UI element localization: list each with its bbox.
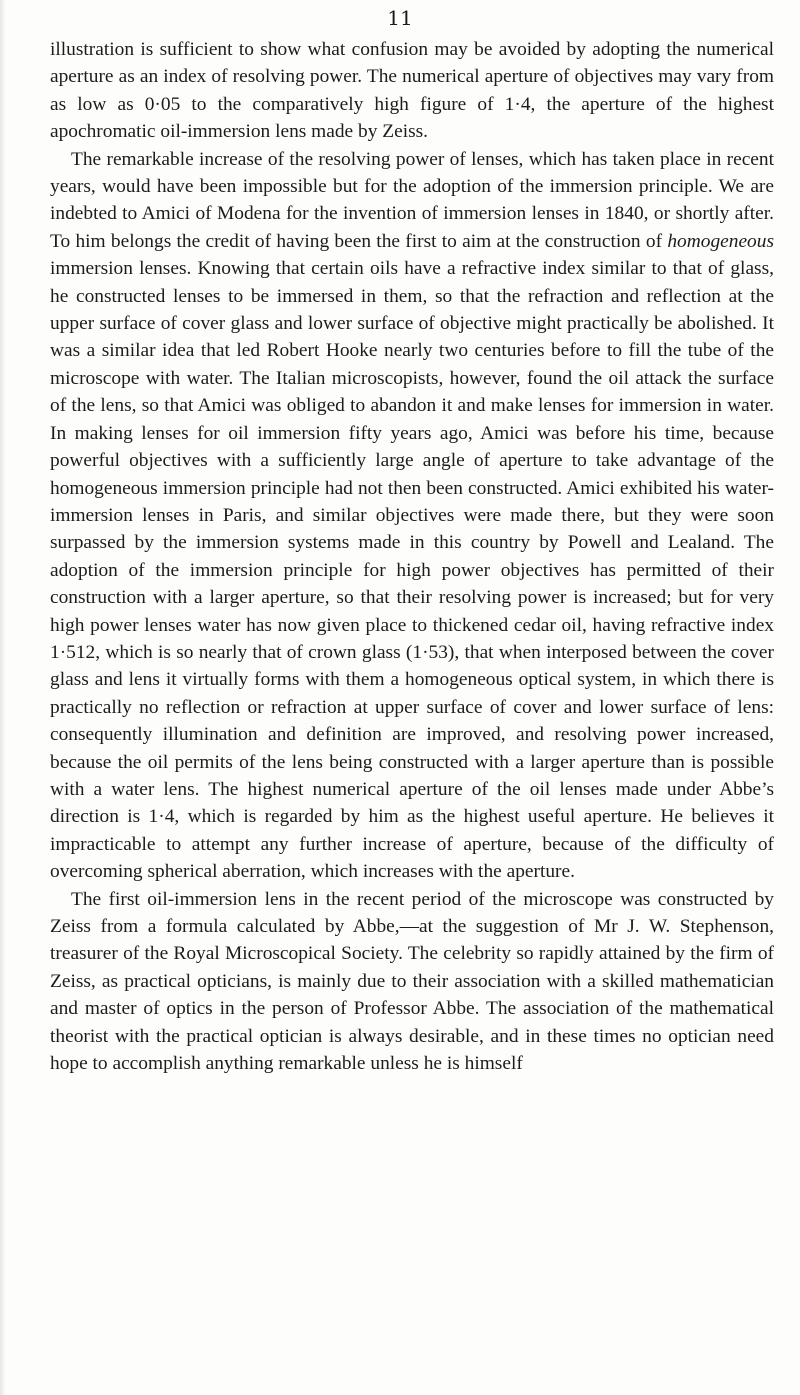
paragraph-3: The first oil-immersion lens in the recent period of the microscope was constructed by Zeiss from a formula calculated by Abbe,—at the suggestion of Mr J. W. Stephenson, treasurer of the Royal Microscopical Society. The celebrity so rapidly attained by the firm of Zeiss, as practical opticians, is mainly due to their association with a skilled mathematician and master of optics in the person of Professor Abbe. The association of the mathematical theorist with the practical optician is always desirable, and in these times no optician need hope to accomplish anything remarkable unless he is himself (50, 888, 774, 1075)
emphasized-word: homogeneous (667, 230, 774, 252)
body-text (50, 36, 774, 1077)
paragraph-1: illustration is sufficient to show what confusion may be avoided by adopting the numerical aperture as an index of resolving power. The numerical aperture of objectives may vary from as low as 0·05 to the comparatively high figure of 1·4, the aperture of the highest apochromatic oil-immersion lens made by Zeiss. (50, 39, 774, 143)
page-gutter-shadow (0, 0, 6, 1395)
page-number: 11 (387, 6, 413, 30)
paragraph-2: The remarkable increase of the resolving power of lenses, which has taken place in recent years, would have been impossible but for the adoption of the immersion principle. We are indebted to Amici of Modena for the invention of immersion lenses in 1840, or shortly after. To him belongs the credit of having been the first to aim at the construction of homogeneous immersion lenses. Knowing that certain oils have a refractive index similar to that of glass, he constructed lenses to be immersed in them, so that the refraction and reflection at the upper surface of cover glass and lower surface of objective might practically be abolished. It was a similar idea that led Robert Hooke nearly two centuries before to fill the tube of the microscope with water. The Italian microscopists, however, found the oil attack the surface of the lens, so that Amici was obliged to abandon it and make lenses for immersion in water. In making lenses for oil immersion fifty years ago, Amici was before his time, because powerful objectives with a sufficiently large angle of aperture to take advantage of the homogeneous immersion principle had not then been constructed. Amici exhibited his water-immersion lenses in Paris, and similar objectives were made there, but they were soon surpassed by the immersion systems made in this country by Powell and Lealand. The adoption of the immersion principle for high power objectives has permitted of their construction with a larger aperture, so that their resolving power is increased; but for very high power lenses water has now given place to thickened cedar oil, having refractive index 1·512, which is so nearly that of crown glass (1·53), that when interposed between the cover glass and lens it virtually forms with them a homogeneous optical system, in which there is practically no reflection or refraction at upper surface of cover and lower surface of lens: consequently illumination and definition are improved, and resolving power increased, because the oil permits of the lens being constructed with a larger aperture than is possible with a water lens. The highest numerical aperture of the oil lenses made under Abbe’s direction is 1·4, which is regarded by him as the highest useful aperture. He believes it impracticable to attempt any further increase of aperture, because of the difficulty of overcoming spherical aberration, which increases with the aperture. (50, 148, 774, 883)
